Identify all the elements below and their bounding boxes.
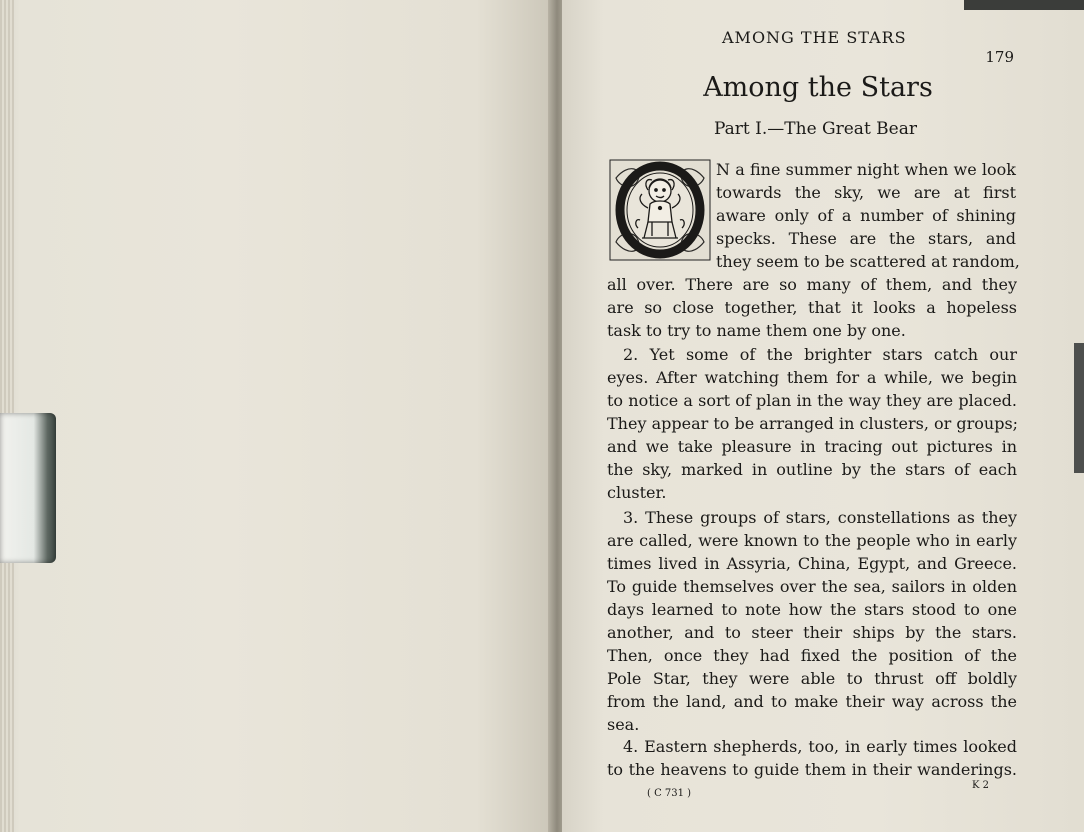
- text-line: are called, were known to the people who in early: [607, 531, 1017, 550]
- text-line: N a fine summer night when we look: [716, 160, 1016, 179]
- text-line: from the land, and to make their way across the: [607, 692, 1017, 711]
- chapter-title: Among the Stars: [703, 72, 933, 103]
- paragraph-4: [607, 735, 1017, 781]
- printer-signature: ( C 731 ): [647, 788, 692, 799]
- page-clip: [0, 413, 56, 563]
- text-line: and we take pleasure in tracing out pictures in: [607, 437, 1017, 456]
- text-line: 3. These groups of stars, constellations as they: [623, 508, 1017, 527]
- text-line: task to try to name them one by one.: [607, 321, 906, 340]
- text-line: towards the sky, we are at first: [716, 183, 1016, 202]
- paragraph-2: [607, 343, 1017, 504]
- text-line: specks. These are the stars, and: [716, 229, 1016, 248]
- text-line: They appear to be arranged in clusters, or groups;: [607, 414, 1019, 433]
- text-line: times lived in Assyria, China, Egypt, and Greece.: [607, 554, 1017, 573]
- page-number: 179: [985, 48, 1014, 66]
- text-line: all over. There are so many of them, and they: [607, 275, 1017, 294]
- chapter-subtitle: Part I.—The Great Bear: [714, 119, 917, 139]
- text-line: eyes. After watching them for a while, we begin: [607, 368, 1017, 387]
- paragraph-3: [607, 506, 1017, 736]
- opening-lines: [716, 158, 1020, 273]
- ornamental-dropcap-o: [608, 158, 712, 262]
- right-page: [562, 0, 1084, 832]
- text-line: sea.: [607, 715, 640, 734]
- cover-edge: [964, 0, 1084, 10]
- page-tab: [1074, 343, 1084, 473]
- text-line: 4. Eastern shepherds, too, in early times looked: [623, 737, 1017, 756]
- text-line: to notice a sort of plan in the way they are placed.: [607, 391, 1017, 410]
- text-line: Then, once they had fixed the position of the: [607, 646, 1017, 665]
- text-line: another, and to steer their ships by the stars.: [607, 623, 1017, 642]
- text-line: they seem to be scattered at random,: [716, 252, 1020, 271]
- text-line: the sky, marked in outline by the stars of each: [607, 460, 1017, 479]
- running-head: AMONG THE STARS: [722, 28, 907, 47]
- paragraph-1-continued: [607, 273, 1017, 342]
- text-line: days learned to note how the stars stood to one: [607, 600, 1017, 619]
- text-line: to the heavens to guide them in their wanderings.: [607, 760, 1017, 779]
- gathering-mark: K 2: [971, 780, 989, 791]
- text-line: Pole Star, they were able to thrust off boldly: [607, 669, 1017, 688]
- text-line: aware only of a number of shining: [716, 206, 1016, 225]
- text-line: To guide themselves over the sea, sailors in olden: [607, 577, 1017, 596]
- text-line: 2. Yet some of the brighter stars catch our: [623, 345, 1017, 364]
- text-line: cluster.: [607, 483, 667, 502]
- text-line: are so close together, that it looks a hopeless: [607, 298, 1017, 317]
